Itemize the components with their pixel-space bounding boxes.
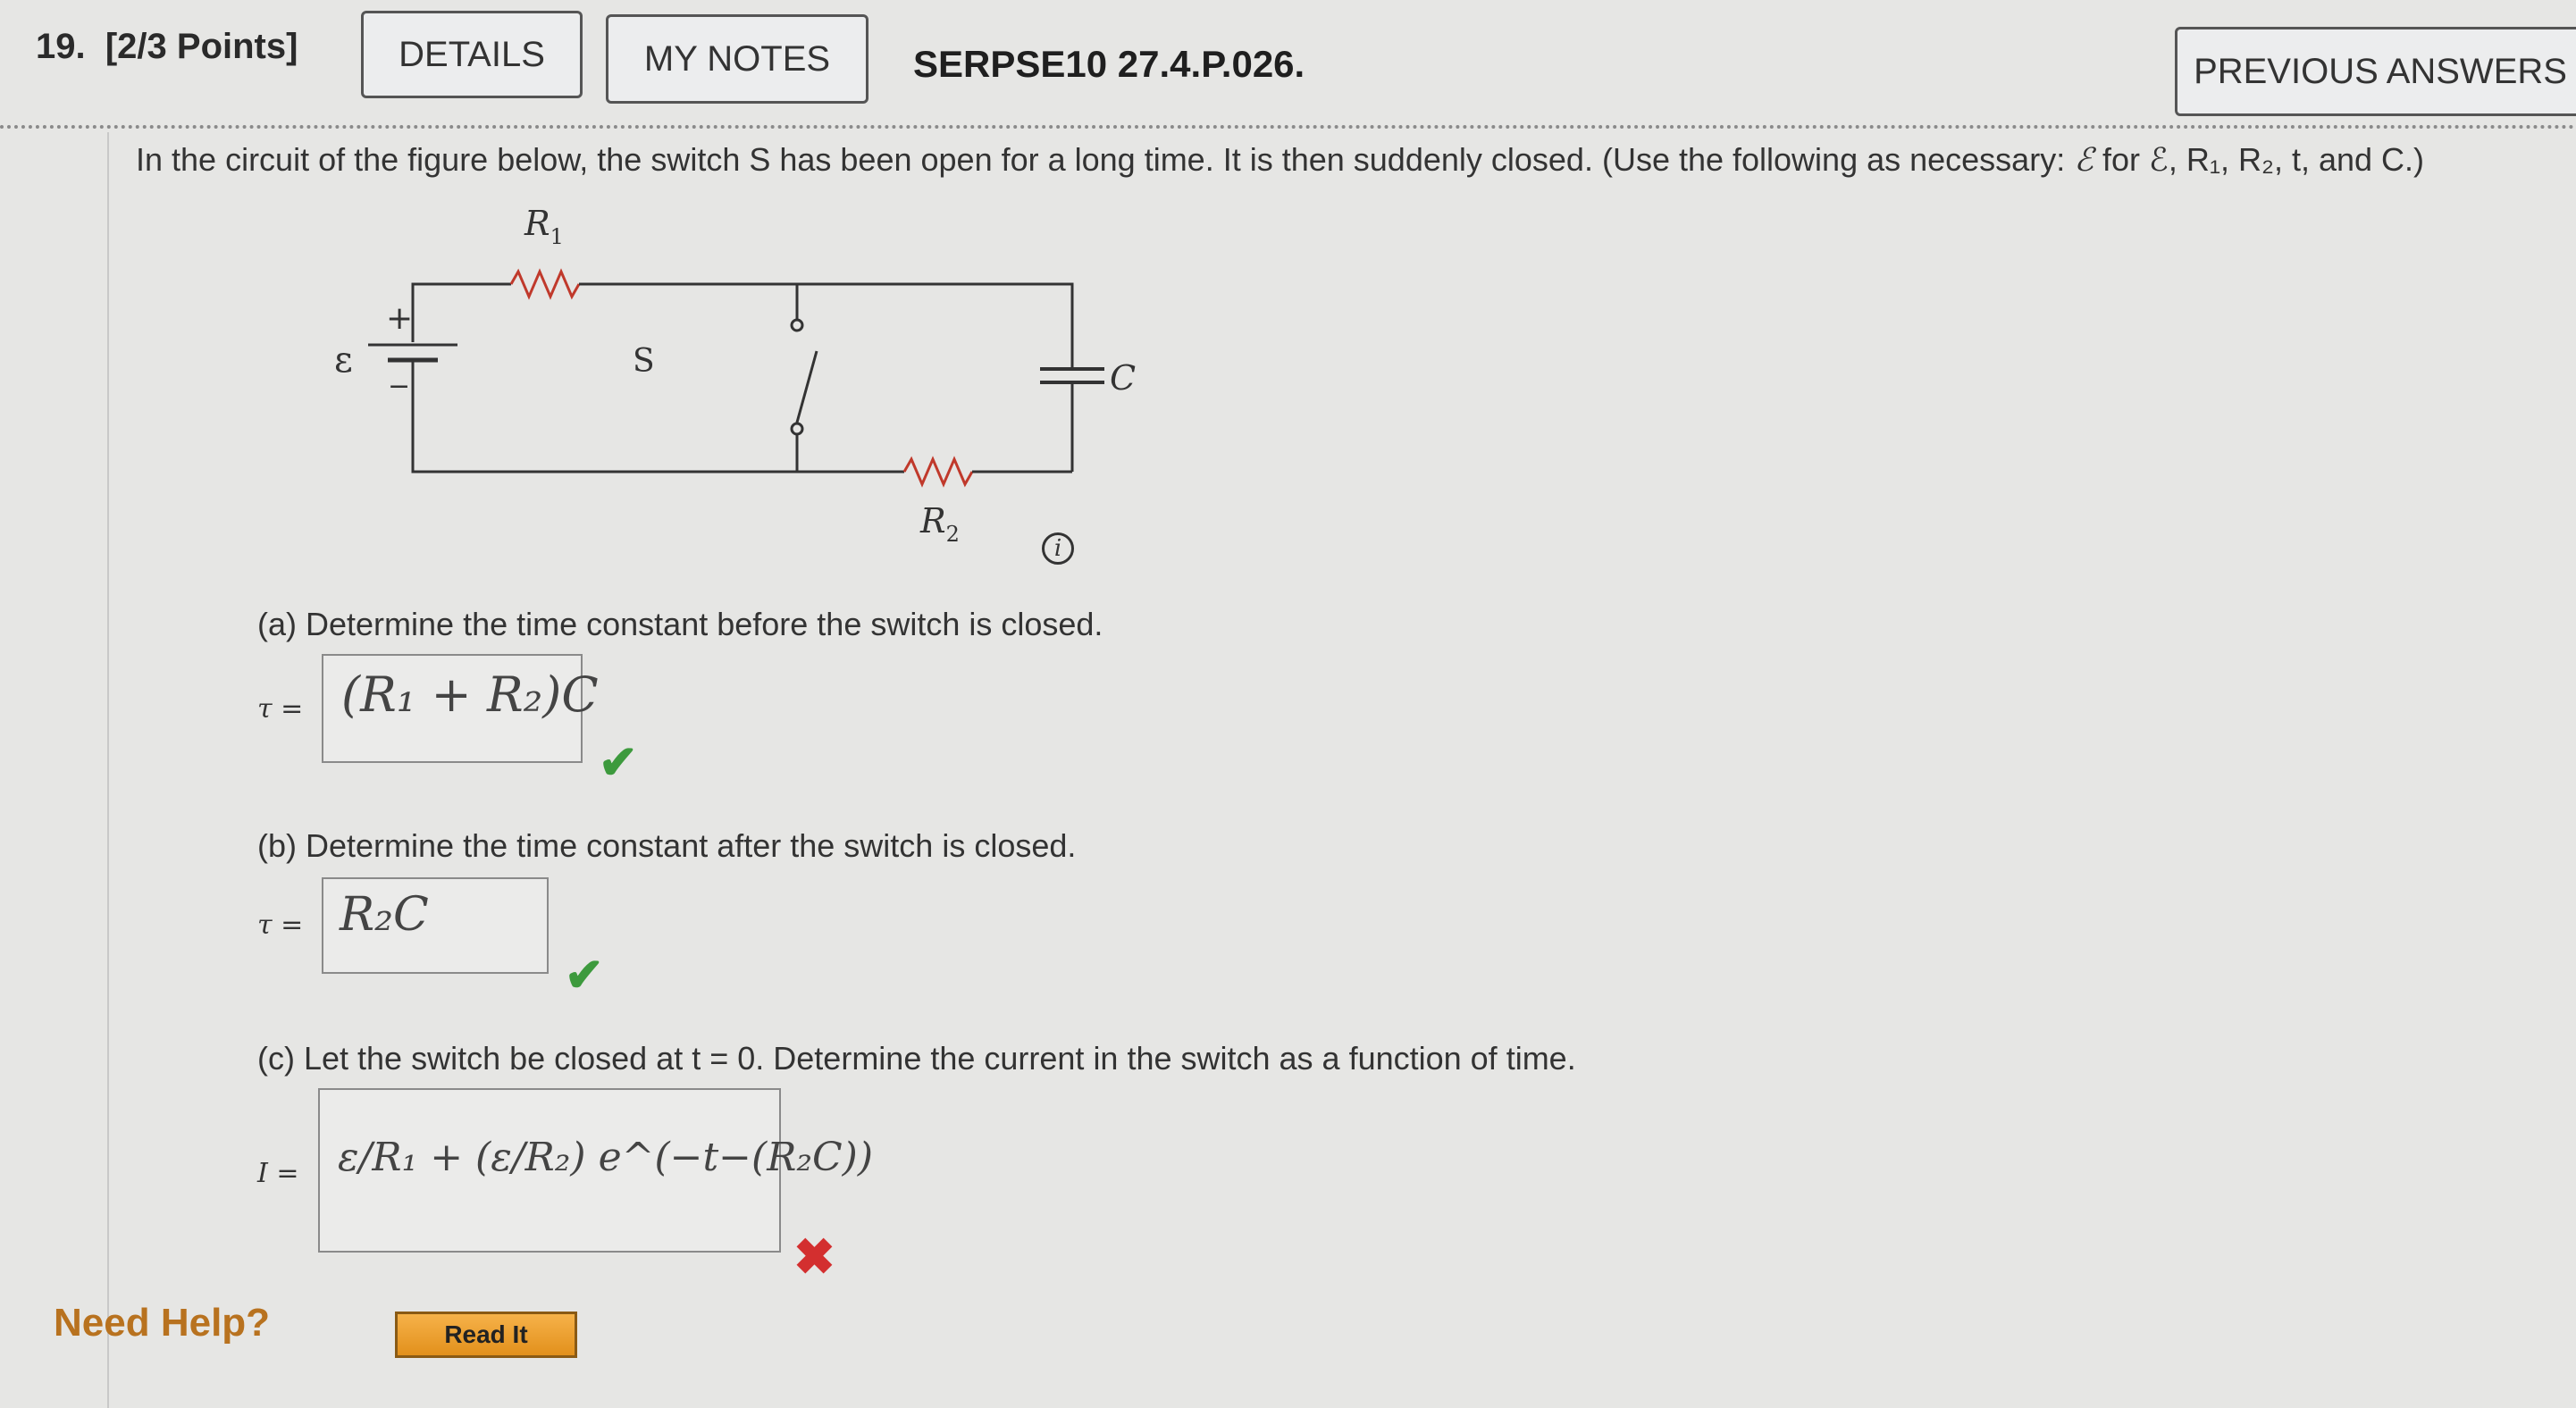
my-notes-button[interactable]: MY NOTES [606, 14, 868, 104]
emf-label: ε [334, 339, 353, 381]
details-button[interactable]: DETAILS [361, 11, 583, 98]
part-c-variable: I = [257, 1158, 299, 1189]
question-number: 19. [2/3 Points] [36, 27, 298, 66]
battery-minus-label: − [388, 371, 411, 402]
resistor-r2 [904, 459, 972, 484]
wire-top-left [413, 284, 511, 342]
part-b-question: (b) Determine the time constant after the switch is closed. [257, 827, 1077, 864]
read-it-button[interactable]: Read It [395, 1312, 577, 1358]
part-a-variable: τ = [257, 693, 304, 725]
switch-terminal-top [792, 320, 802, 331]
info-icon[interactable]: i [1042, 532, 1074, 565]
switch-blade [795, 351, 817, 429]
circuit-diagram [315, 195, 1172, 659]
part-b-answer: R₂C [340, 888, 429, 942]
question-body [54, 132, 2576, 1408]
part-c-answer-box[interactable] [318, 1088, 873, 1253]
r2-label: $R_2$ [920, 501, 960, 547]
header-divider [0, 125, 2576, 129]
switch-label: S [633, 343, 655, 380]
part-b-variable: τ = [257, 909, 304, 941]
capacitor-label: C [1110, 358, 1137, 398]
part-c-question: (c) Let the switch be closed at t = 0. Determine the current in the switch as a function of time. [257, 1040, 1576, 1077]
part-a-question: (a) Determine the time constant before the switch is closed. [257, 606, 1103, 642]
part-b-answer-box[interactable] [322, 877, 549, 974]
part-a-correct-icon: ✔ [599, 737, 638, 789]
previous-answers-button[interactable]: PREVIOUS ANSWERS [2175, 27, 2576, 116]
part-c-answer: ε/R₁ + (ε/R₂) e^(−t−(R₂C)) [338, 1135, 873, 1180]
part-a-answer: (R₁ + R₂)C [341, 666, 599, 723]
part-c-incorrect-icon: ✖ [793, 1228, 835, 1285]
resistor-r1 [511, 272, 579, 297]
part-a-answer-box[interactable] [322, 654, 599, 763]
battery-plus-label: + [386, 300, 414, 337]
part-b-correct-icon: ✔ [565, 950, 604, 1002]
switch-terminal-bottom [792, 423, 802, 434]
wire-bottom-left [413, 387, 904, 472]
question-id: SERPSE10 27.4.P.026. [913, 43, 1305, 85]
problem-statement: In the circuit of the figure below, the switch S has been open for a long time. It is then suddenly closed. (Use the following as necessary: ℰ for ℰ, R₁, R₂, t, and C.) [136, 141, 2425, 179]
points-score: [2/3 Points] [105, 27, 298, 66]
question-header [0, 0, 2576, 130]
need-help-label: Need Help? [54, 1301, 271, 1345]
epsilon-symbol: ℰ [2074, 142, 2094, 179]
r1-label: $R_1$ [524, 204, 564, 249]
